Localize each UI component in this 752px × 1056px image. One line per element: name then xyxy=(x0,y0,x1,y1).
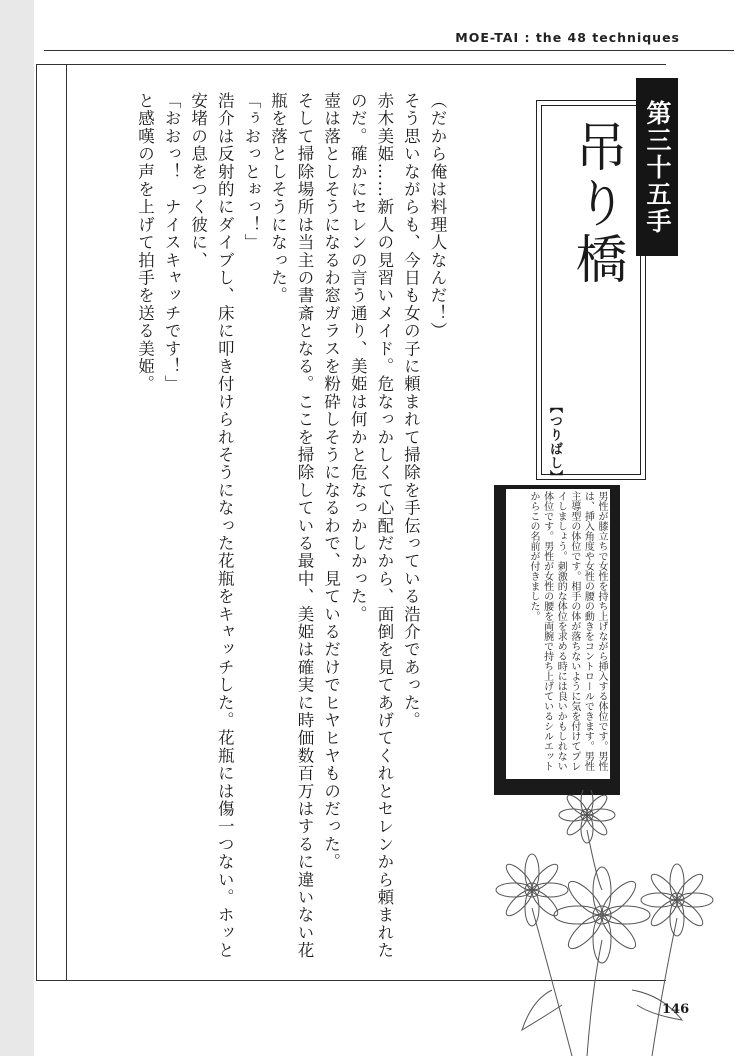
frame-left-rule xyxy=(36,64,37,980)
header-rule xyxy=(44,50,734,51)
paragraph: 赤木美姫……新人の見習いメイド。危なっかしくて心配だから、面倒を見てあげてくれとセレンから頼まれたのだ。確かにセレンの言う通り、美姫は何かと危なっかしかった。 xyxy=(348,92,394,960)
paragraph: と感嘆の声を上げて拍手を送る美姫。 xyxy=(135,92,155,393)
book-title: MOE-TAI : the 48 techniques xyxy=(455,30,680,45)
story-text xyxy=(70,92,450,972)
description-box xyxy=(494,485,620,795)
frame-top-rule xyxy=(36,64,666,65)
paragraph: 壺は落としそうになるわ窓ガラスを粉砕しそうになるわで、見ているだけでヒヤヒヤものだった。 xyxy=(321,92,341,871)
technique-reading: 【つりばし】 xyxy=(547,400,562,484)
left-gutter xyxy=(0,0,34,1056)
paragraph: 浩介は反射的にダイブし、床に叩き付けられそうになった花瓶をキャッチした。花瓶には傷一つない。ホッと安堵の息をつく彼に、 xyxy=(188,92,235,960)
description-text: 男性が膝立ちで女性を持ち上げながら挿入する体位です。男性は、挿入角度や女性の腰の動きをコントロールできます。男性主導型の体位です。相手の体が落ちないように気を付けてプレイしましょう。刺激的な体位を求める時には良いかもしれない体位です。男性が女性の腰を両腕で持ち上げているシルエットからこの名前が付きました。 xyxy=(506,489,610,779)
paragraph: 「ぅおっとぉっ！」 xyxy=(241,92,261,252)
technique-title: 吊り橋 xyxy=(566,120,626,288)
flower-illustration xyxy=(492,790,732,1056)
running-header xyxy=(34,28,734,56)
paragraph: 「おおっ！ ナイスキャッチです！」 xyxy=(162,92,182,393)
paragraph: そう思いながらも、今日も女の子に頼まれて掃除を手伝っている浩介であった。 xyxy=(401,92,421,730)
frame-inner-rule xyxy=(66,64,67,980)
paragraph: （だから俺は料理人なんだ！） xyxy=(428,92,447,340)
page-number: 146 xyxy=(662,1002,690,1017)
technique-number-label: 第三十五手 xyxy=(636,78,678,256)
paragraph: そして掃除場所は当主の書斎となる。ここを掃除している最中、美姫は確実に時価数百万はするに違いない花瓶を落としそうになった。 xyxy=(268,92,315,960)
